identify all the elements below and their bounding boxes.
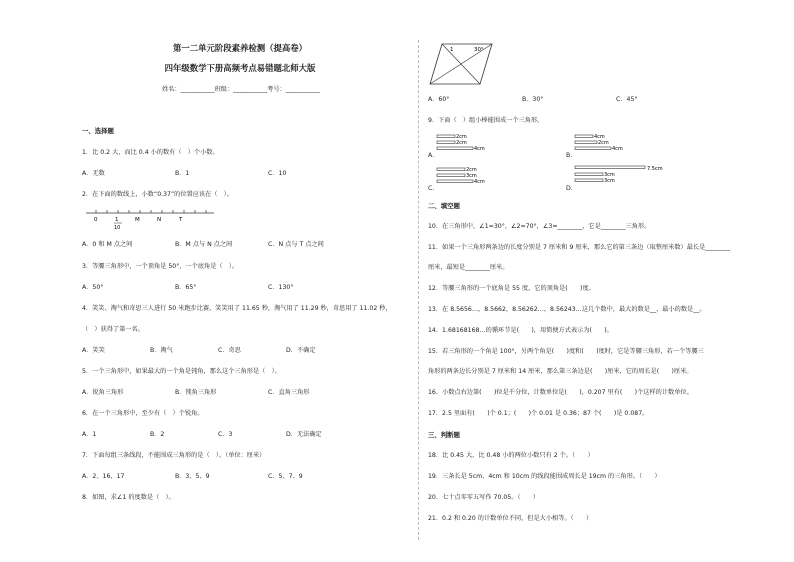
q9-option-b: B． (566, 152, 577, 159)
question-11-line-2: 厘米，最短是________厘米。 (428, 264, 509, 271)
stick-d1-label: 7.5cm (647, 166, 663, 172)
page-title: 第一二单元阶段素养检测（提高卷） (173, 43, 307, 53)
page-subtitle: 四年级数学下册高频考点易错题北师大版 (164, 63, 316, 73)
question-10: 10．在三角形中，∠1=30°，∠2=70°，∠3=________，它是________三角形。 (428, 223, 651, 230)
q3-option-a: A．50° (82, 284, 104, 291)
q3-option-c: C．130° (268, 284, 294, 291)
stick-d2-label: 3cm (604, 172, 615, 178)
section-fill-title: 二、填空题 (428, 202, 460, 210)
q4-option-a: A．笑笑 (82, 347, 105, 354)
column-divider (418, 40, 419, 540)
question-14: 14．1.68168168…的循环节是( )，用简便方式表示为( )。 (428, 327, 613, 334)
question-15-line-2: 角形的两条边长分别是 7 厘米和 14 厘米，那么第三条边是( )厘米，它的周长是( )厘米。 (428, 368, 693, 375)
q2-option-a: A．0 和 M 点之间 (82, 241, 133, 248)
q9-option-d: D． (566, 185, 577, 192)
question-7: 7．下面每组三条线段，不能围成三角形的是（ ）。（单位：厘米） (82, 452, 266, 459)
student-info-line: 姓名：___________班级：___________考号：___________ (162, 86, 320, 93)
question-18: 18．比 0.45 大，比 0.48 小的两位小数只有 2 个。（ ） (428, 452, 594, 459)
stick-b1-label: 4cm (594, 134, 605, 140)
q5-option-c: C．直角三角形 (268, 389, 310, 396)
q3-option-b: B．65° (175, 284, 197, 291)
q5-option-a: A．锐角三角形 (82, 389, 124, 396)
question-19: 19．三条长是 5cm、4cm 和 10cm 的线段能围成周长是 19cm 的三角形。（ ） (428, 473, 661, 480)
stick-c2-label: 3cm (466, 173, 477, 179)
stick-a3-label: 4cm (474, 146, 485, 152)
question-8: 8．如图，求∠1 的度数是（ ）。 (82, 494, 175, 501)
question-2: 2．在下面的数线上，小数“0.37”的位置应该在（ ）。 (82, 191, 233, 198)
q8-option-a: A．60° (428, 96, 450, 103)
question-16: 16．小数点右边第( )位是千分位，计数单位是( )，0.207 里有( )个这样的计数单位。 (428, 389, 693, 396)
axis-label-one: 1 (115, 217, 119, 223)
stick-b3-label: 4cm (612, 146, 623, 152)
q1-option-c: C．10 (268, 170, 287, 177)
question-12: 12．等腰三角形的一个底角是 55 度，它的顶角是( )度。 (428, 285, 595, 292)
q6-option-a: A．1 (82, 431, 97, 438)
q2-option-b: B．M 点与 N 点之间 (175, 241, 233, 248)
q4-option-d: D．不确定 (286, 347, 316, 354)
q6-option-b: B．2 (150, 431, 165, 438)
stick-c3-label: 4cm (474, 179, 485, 185)
q7-option-b: B．3、5、9 (175, 473, 210, 480)
q9-sticks-b (574, 133, 644, 157)
stick-b2-label: 2cm (598, 140, 609, 146)
question-17: 17．2.5 里面有( )个 0.1；( )个 0.01 是 0.36；87 个( )是 0.087。 (428, 410, 649, 417)
q5-option-b: B．钝角三角形 (175, 389, 217, 396)
question-15-line-1: 15．若三角形的一个角是 100°，另两个角是( )度和( )度时，它是等腰三角形，若一个等腰三 (428, 348, 704, 355)
question-1: 1．比 0.2 大，而比 0.4 小的数有（ ）个小数。 (82, 149, 219, 156)
axis-label-ten: 10 (114, 225, 121, 231)
q7-option-a: A．2、16、17 (82, 473, 125, 480)
question-5: 5．一个三角形中，如果最大的一个角是钝角，那么这个三角形是（ ）。 (82, 368, 281, 375)
stick-a1-label: 2cm (456, 134, 467, 140)
q9-option-a: A． (428, 152, 439, 159)
q4-option-b: B．淘气 (150, 347, 173, 354)
axis-label-m: M (135, 217, 140, 223)
q6-option-c: C．3 (218, 431, 233, 438)
stick-d3-label: 3cm (604, 178, 615, 184)
axis-label-zero: 0 (94, 217, 98, 223)
question-11-line-1: 11．如果一个三角形两条边的长度分别是 7 厘米和 9 厘米，那么它的第三条边（取整厘米数）最长是________ (428, 244, 731, 251)
question-3: 3．等腰三角形中，一个顶角是 50°，一个底角是（ ）。 (82, 263, 239, 270)
q4-option-c: C．奇思 (218, 347, 241, 354)
axis-label-n: N (157, 217, 162, 223)
q9-option-c: C． (428, 185, 439, 192)
q1-option-b: B．1 (175, 170, 190, 177)
question-6: 6．在一个三角形中，至少有（ ）个锐角。 (82, 410, 204, 417)
section-choice-title: 一、选择题 (82, 127, 114, 135)
q8-angle-label-30: 30° (474, 47, 484, 53)
stick-c1-label: 2cm (466, 167, 477, 173)
question-20: 20．七十点零零五写作 70.05。（ ） (428, 494, 540, 501)
question-9: 9．下面（ ）组小棒能围成一个三角形。 (428, 117, 544, 124)
q6-option-d: D．无法确定 (286, 431, 322, 438)
q8-option-b: B．30° (522, 96, 544, 103)
q2-option-c: C．N 点与 T 点之间 (268, 241, 324, 248)
section-judge-title: 三、判断题 (428, 431, 460, 439)
q9-sticks-c (436, 166, 506, 190)
axis-label-t: T (179, 217, 183, 223)
q8-parallelogram-figure (428, 40, 498, 88)
q8-option-c: C．45° (616, 96, 638, 103)
q9-sticks-a (436, 133, 506, 157)
q1-option-a: A．无数 (82, 170, 105, 177)
question-21: 21．0.2 和 0.20 的计数单位不同，但是大小相等。（ ） (428, 515, 593, 522)
q7-option-c: C．5、7、9 (268, 473, 303, 480)
number-line-figure (82, 204, 222, 234)
question-13: 13．在 8.5656…，8.5662，8.56262…，8.56243…这几个数中，最大的数是__，最小的数是__。 (428, 306, 706, 313)
q9-sticks-d (574, 164, 684, 190)
q8-angle-label-1: 1 (450, 47, 454, 53)
stick-a2-label: 2cm (456, 140, 467, 146)
question-4-line-2: （ ）获得了第一名。 (82, 326, 144, 333)
question-4-line-1: 4．笑笑、淘气和奇思三人进行 50 米跑步比赛，笑笑用了 11.65 秒，淘气用了 11.29 秒，奇思用了 11.02 秒， (82, 305, 392, 312)
